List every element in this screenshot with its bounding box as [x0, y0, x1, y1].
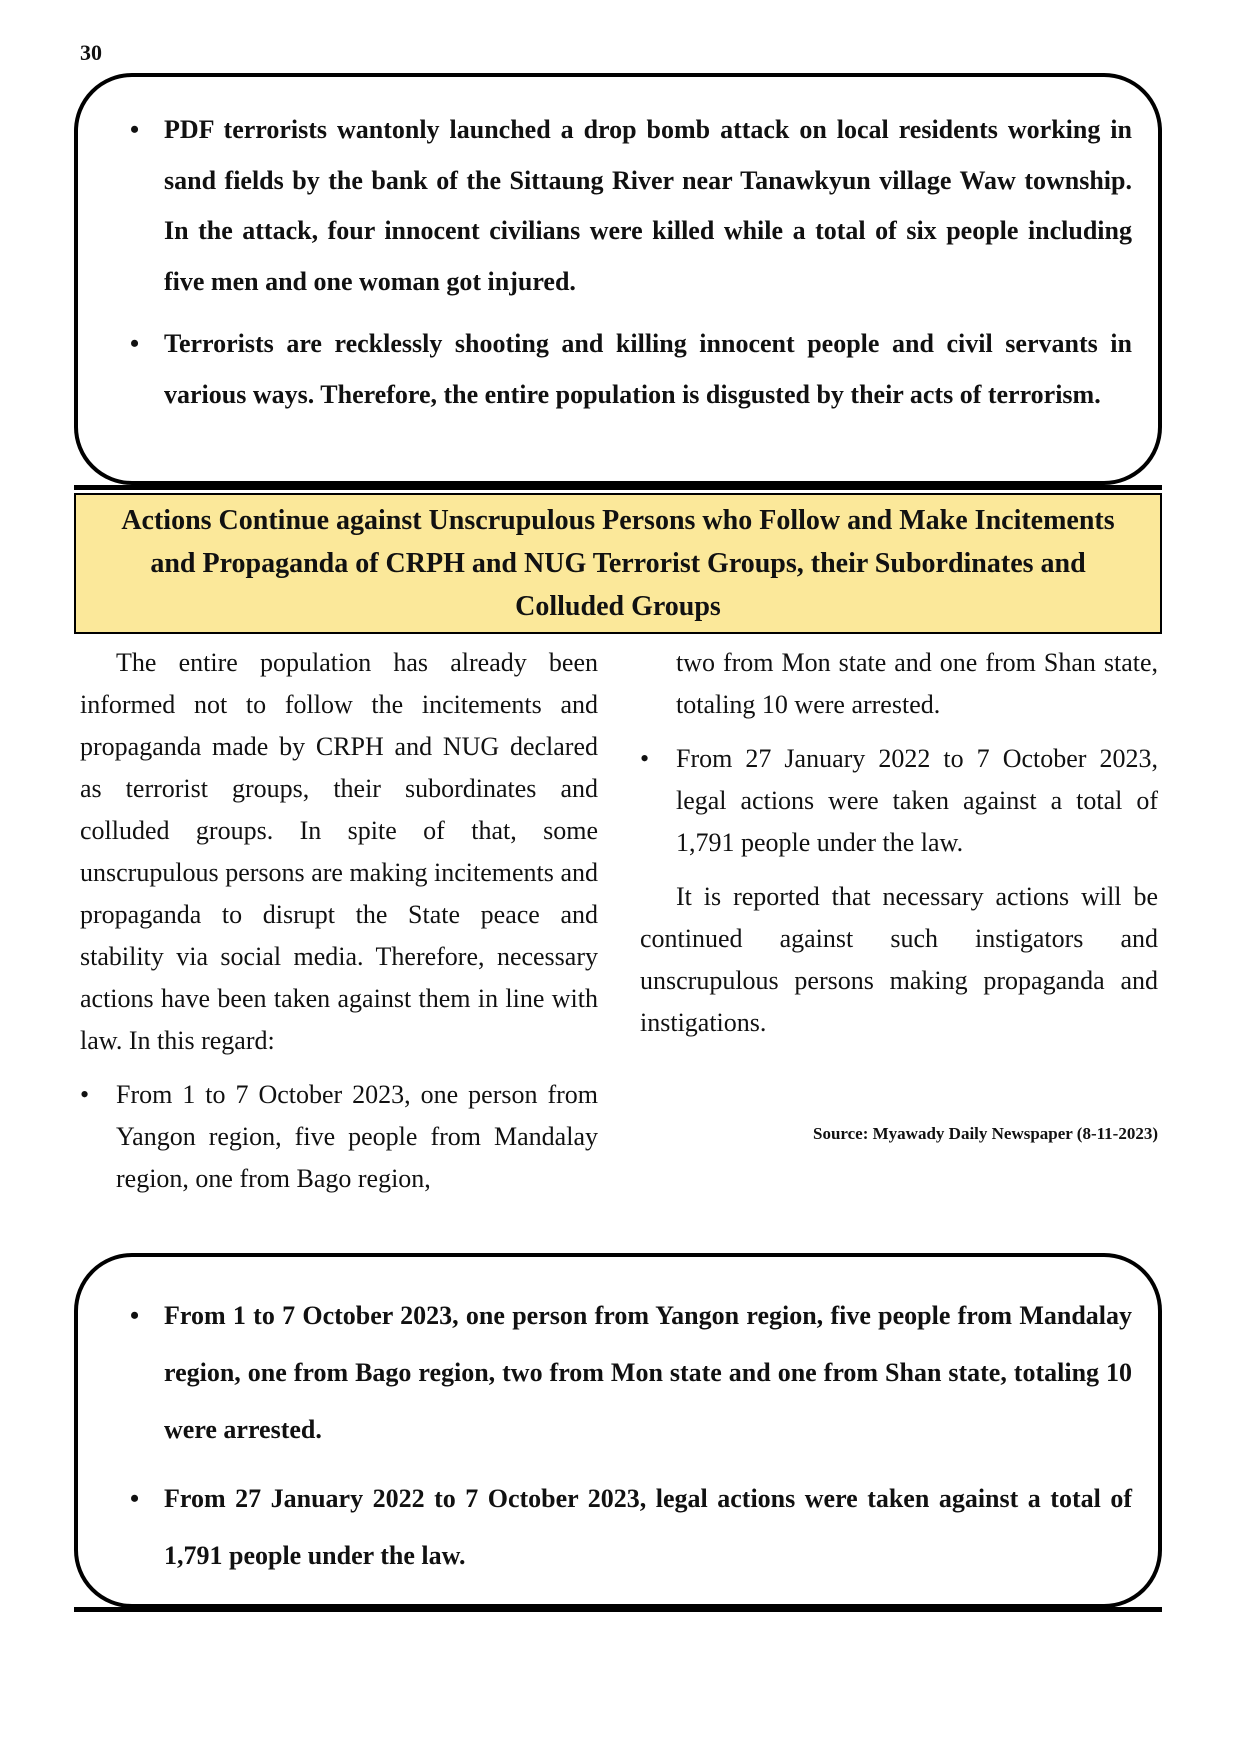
- summary-item-text: Terrorists are recklessly shooting and killing innocent people and civil servants in various ways. Therefore, the entire population is disgusted by their acts of terrorism.: [164, 329, 1132, 409]
- bullet-icon: •: [640, 744, 650, 773]
- bullet-icon: •: [80, 1080, 90, 1109]
- article-bullet-item: [80, 1074, 598, 1200]
- article-intro-paragraph: The entire population has already been informed not to follow the incitements and propaganda made by CRPH and NUG declared as terrorist groups, their subordinates and colluded groups. In spite of that, some unscrupulous persons are making incitements and propaganda to disrupt the State peace and stability via social media. Therefore, necessary actions have been taken against them in line with law. In this regard:: [80, 648, 598, 1055]
- article-column-right: [640, 642, 1158, 1056]
- summary-item-text: PDF terrorists wantonly launched a drop bomb attack on local residents working in sand fields by the bank of the Sittaung River near Tanawkyun village Waw township. In the attack, four innocent civilians were killed while a total of six people including five men and one woman got injured.: [164, 115, 1132, 296]
- bullet-icon: •: [130, 1484, 140, 1513]
- source-credit: Source: Myawady Daily Newspaper (8-11-2023): [812, 1124, 1158, 1143]
- article-bullet-text: From 27 January 2022 to 7 October 2023, legal actions were taken against a total of 1,791 people under the law.: [676, 744, 1158, 857]
- headline-banner: [74, 493, 1162, 634]
- summary-item: [130, 319, 1132, 420]
- article-bullet-continuation: two from Mon state and one from Shan state, totaling 10 were arrested.: [676, 648, 1158, 719]
- summary-item: [130, 1287, 1132, 1458]
- article-bullet-list: [640, 738, 1158, 864]
- divider-rule: [74, 485, 1162, 490]
- divider-rule: [74, 1607, 1162, 1612]
- article-column-left: [80, 642, 598, 1212]
- summary-list-bottom: [130, 1287, 1132, 1584]
- summary-box-top: [74, 73, 1162, 485]
- article-bullet-list: [80, 1074, 598, 1200]
- article-bullet-text: From 1 to 7 October 2023, one person from Yangon region, five people from Mandalay region, one from Bago region,: [116, 1080, 598, 1193]
- summary-item: [130, 105, 1132, 307]
- summary-item-text: From 27 January 2022 to 7 October 2023, legal actions were taken against a total of 1,791 people under the law.: [164, 1484, 1132, 1570]
- bullet-icon: •: [130, 115, 140, 144]
- article-bullet-item: [640, 738, 1158, 864]
- summary-list-top: [130, 105, 1132, 420]
- bullet-icon: •: [130, 1301, 140, 1330]
- bullet-icon: •: [130, 329, 140, 358]
- summary-item: [130, 1470, 1132, 1584]
- article-headline: Actions Continue against Unscrupulous Persons who Follow and Make Incitements and Propaganda of CRPH and NUG Terrorist Groups, their Subordinates and Colluded Groups: [121, 505, 1115, 622]
- summary-item-text: From 1 to 7 October 2023, one person from Yangon region, five people from Mandalay region, one from Bago region, two from Mon state and one from Shan state, totaling 10 were arrested.: [164, 1301, 1132, 1444]
- page-number: 30: [80, 40, 102, 65]
- summary-box-bottom: [74, 1253, 1162, 1608]
- article-closing-paragraph: It is reported that necessary actions will be continued against such instigators and unscrupulous persons making propaganda and instigations.: [640, 882, 1158, 1037]
